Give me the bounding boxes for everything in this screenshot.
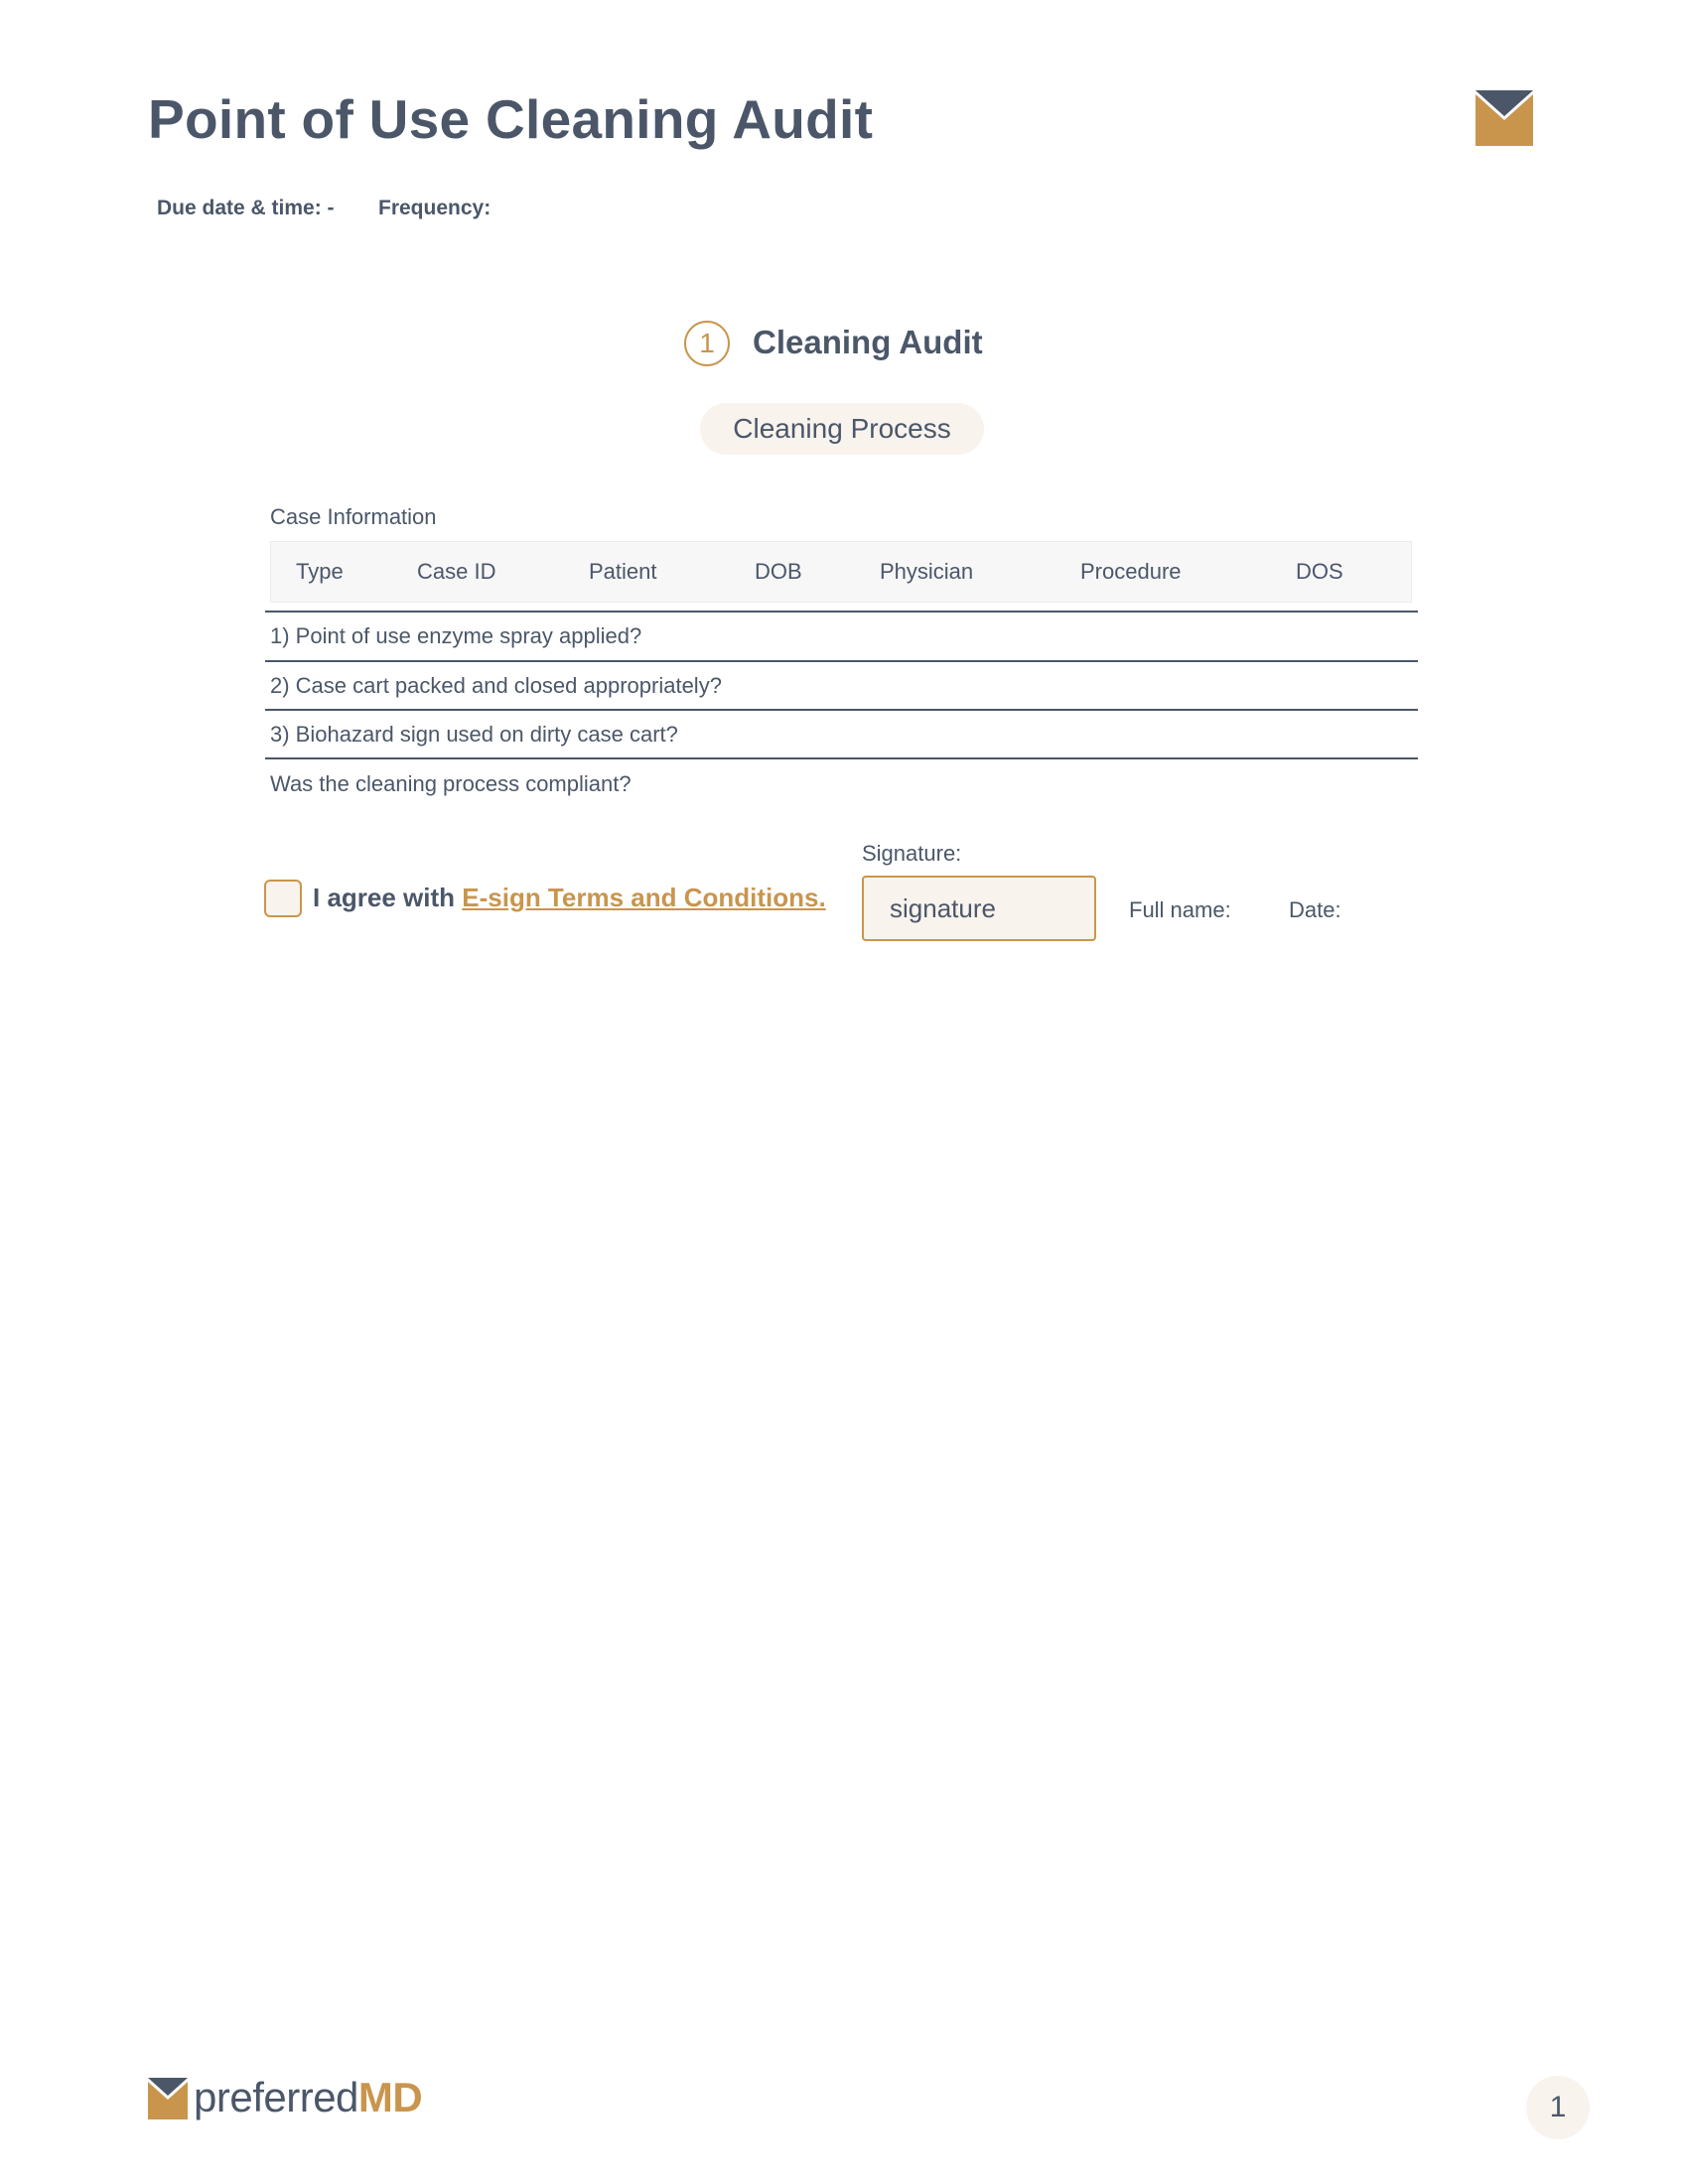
column-dos: DOS (1296, 559, 1343, 584)
row-divider (265, 611, 1418, 613)
question-3: 3) Biohazard sign used on dirty case cart? (270, 722, 678, 747)
question-2: 2) Case cart packed and closed appropriately? (270, 673, 722, 698)
case-information-header (270, 541, 1412, 603)
column-physician: Physician (880, 559, 974, 584)
row-divider (265, 660, 1418, 662)
subsection-pill: Cleaning Process (700, 403, 984, 455)
column-type: Type (296, 559, 344, 584)
footer-brand (194, 2074, 422, 2121)
agree-text (313, 883, 826, 913)
agree-checkbox[interactable] (264, 880, 302, 917)
page-number: 1 (1526, 2076, 1590, 2139)
compliance-question: Was the cleaning process compliant? (270, 771, 632, 796)
esign-terms-link[interactable]: E-sign Terms and Conditions. (462, 883, 826, 912)
full-name-label: Full name: (1129, 897, 1231, 922)
case-information-label: Case Information (270, 504, 437, 529)
column-dob: DOB (755, 559, 802, 584)
column-case-id: Case ID (417, 559, 496, 584)
section-number-badge: 1 (684, 321, 730, 366)
brand-text-preferred: preferred (194, 2074, 358, 2120)
frequency-label: Frequency: (378, 197, 492, 219)
page-title: Point of Use Cleaning Audit (148, 88, 874, 150)
signature-label: Signature: (862, 841, 962, 866)
question-1: 1) Point of use enzyme spray applied? (270, 623, 642, 648)
section-title: Cleaning Audit (753, 324, 983, 360)
checkmark-logo-icon (1476, 90, 1533, 146)
row-divider (265, 709, 1418, 711)
row-divider (265, 757, 1418, 759)
preferredmd-logo-icon (148, 2078, 188, 2119)
column-patient: Patient (589, 559, 657, 584)
agree-prefix: I agree with (313, 883, 463, 912)
due-date-label: Due date & time: - (157, 197, 335, 219)
brand-text-md: MD (357, 2074, 423, 2120)
date-label: Date: (1289, 897, 1341, 922)
column-procedure: Procedure (1080, 559, 1182, 584)
signature-field[interactable]: signature (862, 876, 1096, 941)
